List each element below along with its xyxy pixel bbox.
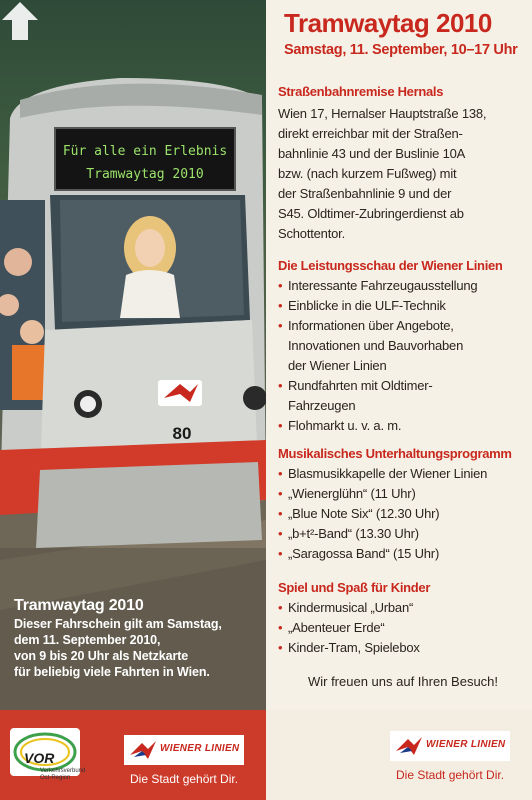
display-line-2: Tramwaytag 2010: [86, 167, 204, 182]
kids-list: [278, 598, 530, 658]
vor-logo-subtext: Verkehrsverbund Ost-Region: [40, 768, 86, 781]
wiener-linien-logo-icon: [128, 739, 158, 761]
wiener-linien-logo-right: [390, 731, 510, 761]
list-item-text: Blasmusikkapelle der Wiener Linien: [288, 466, 488, 481]
section-heading-location: Straßenbahnremise Hernals: [278, 84, 444, 99]
right-panel: [266, 0, 532, 800]
list-item: [278, 376, 530, 416]
slogan: Die Stadt gehört Dir.: [130, 772, 239, 786]
list-item-text: Kindermusical „Urban“: [288, 600, 414, 615]
bullet-icon: •: [278, 418, 283, 433]
list-item-text: Innovationen und Bauvorhaben: [288, 338, 464, 353]
bullet-icon: •: [278, 298, 283, 313]
ticket-caption: [14, 596, 262, 680]
section-heading-kids: Spiel und Spaß für Kinder: [278, 580, 431, 595]
caption-title: Tramwaytag 2010: [14, 597, 144, 614]
list-item-text: Fahrzeugen: [288, 398, 356, 413]
location-text: [278, 104, 528, 244]
list-item-text: „Wienerglühn“ (11 Uhr): [288, 486, 416, 501]
bullet-icon: •: [278, 486, 283, 501]
location-line: Wien 17, Hernalser Hauptstraße 138,: [278, 106, 487, 121]
list-item-text: der Wiener Linien: [288, 358, 387, 373]
child-face-1: [4, 248, 32, 276]
girl-face: [135, 229, 165, 267]
list-item: [278, 638, 530, 658]
list-item: [278, 296, 530, 316]
list-item-text: „Abenteuer Erde“: [288, 620, 385, 635]
headlight-right-ring: [243, 386, 266, 410]
wiener-linien-wordmark: WIENER LINIEN: [160, 743, 240, 754]
tram-bumper: [36, 462, 262, 548]
location-line: der Straßenbahnlinie 9 und der: [278, 186, 452, 201]
vor-logo-text: VOR: [24, 750, 55, 766]
bullet-icon: •: [278, 600, 283, 615]
wiener-linien-logo-icon: [394, 735, 424, 757]
location-line: bahnlinie 43 und der Buslinie 10A: [278, 146, 466, 161]
section-heading-leistungsschau: Die Leistungsschau der Wiener Linien: [278, 258, 503, 273]
location-line: bzw. (nach kurzem Fußweg) mit: [278, 166, 457, 181]
bullet-icon: •: [278, 278, 283, 293]
bullet-icon: •: [278, 318, 283, 333]
list-item: [278, 544, 530, 564]
wiener-linien-logo: [124, 735, 244, 765]
section-heading-music: Musikalisches Unterhaltungsprogramm: [278, 446, 512, 461]
music-list: [278, 464, 530, 564]
list-item-text: „Blue Note Six“ (12.30 Uhr): [288, 506, 440, 521]
slogan-right: Die Stadt gehört Dir.: [396, 768, 505, 782]
list-item-text: „Saragossa Band“ (15 Uhr): [288, 546, 440, 561]
list-item-text: Rundfahrten mit Oldtimer-: [288, 378, 433, 393]
closing-text: Wir freuen uns auf Ihren Besuch!: [307, 674, 499, 689]
left-footer: [0, 710, 266, 800]
list-item-text: „b+t²-Band“ (13.30 Uhr): [288, 526, 419, 541]
caption-line: Dieser Fahrschein gilt am Samstag,: [14, 617, 222, 631]
caption-line: für beliebig viele Fahrten in Wien.: [14, 665, 210, 679]
tram-number: 80: [172, 424, 192, 443]
list-item: [278, 276, 530, 296]
list-item: [278, 416, 530, 436]
bullet-icon: •: [278, 620, 283, 635]
child-face-2: [20, 320, 44, 344]
event-title: Tramwaytag 2010: [284, 8, 492, 38]
vor-logo-icon: [10, 728, 86, 781]
list-item: [278, 316, 530, 376]
list-item-text: Informationen über Angebote,: [288, 318, 454, 333]
list-item: [278, 524, 530, 544]
event-date: Samstag, 11. September, 10–17 Uhr: [284, 42, 518, 58]
wiener-linien-wordmark: WIENER LINIEN: [426, 739, 506, 750]
list-item-text: Flohmarkt u. v. a. m.: [288, 418, 402, 433]
list-item: [278, 504, 530, 524]
list-item-text: Kinder-Tram, Spielebox: [288, 640, 420, 655]
girl-dress: [120, 270, 180, 318]
headlight-left: [80, 396, 96, 412]
bullet-icon: •: [278, 466, 283, 481]
list-item: [278, 618, 530, 638]
list-item: [278, 464, 530, 484]
location-line: direkt erreichbar mit der Straßen-: [278, 126, 463, 141]
caption-line: von 9 bis 20 Uhr als Netzkarte: [14, 649, 189, 663]
bullet-icon: •: [278, 546, 283, 561]
caption-line: dem 11. September 2010,: [14, 633, 161, 647]
child-shirt: [12, 345, 46, 400]
location-line: S45. Oldtimer-Zubringerdienst ab: [278, 206, 464, 221]
bullet-icon: •: [278, 526, 283, 541]
bullet-icon: •: [278, 378, 283, 393]
list-item-text: Einblicke in die ULF-Technik: [288, 298, 446, 313]
bullet-icon: •: [278, 640, 283, 655]
bullet-icon: •: [278, 506, 283, 521]
list-item-text: Interessante Fahrzeugausstellung: [288, 278, 478, 293]
up-arrow-icon: [0, 0, 40, 40]
leistungsschau-list: [278, 276, 530, 436]
location-line: Schottentor.: [278, 226, 345, 241]
display-line-1: Für alle ein Erlebnis: [62, 144, 228, 159]
list-item: [278, 484, 530, 504]
list-item: [278, 598, 530, 618]
